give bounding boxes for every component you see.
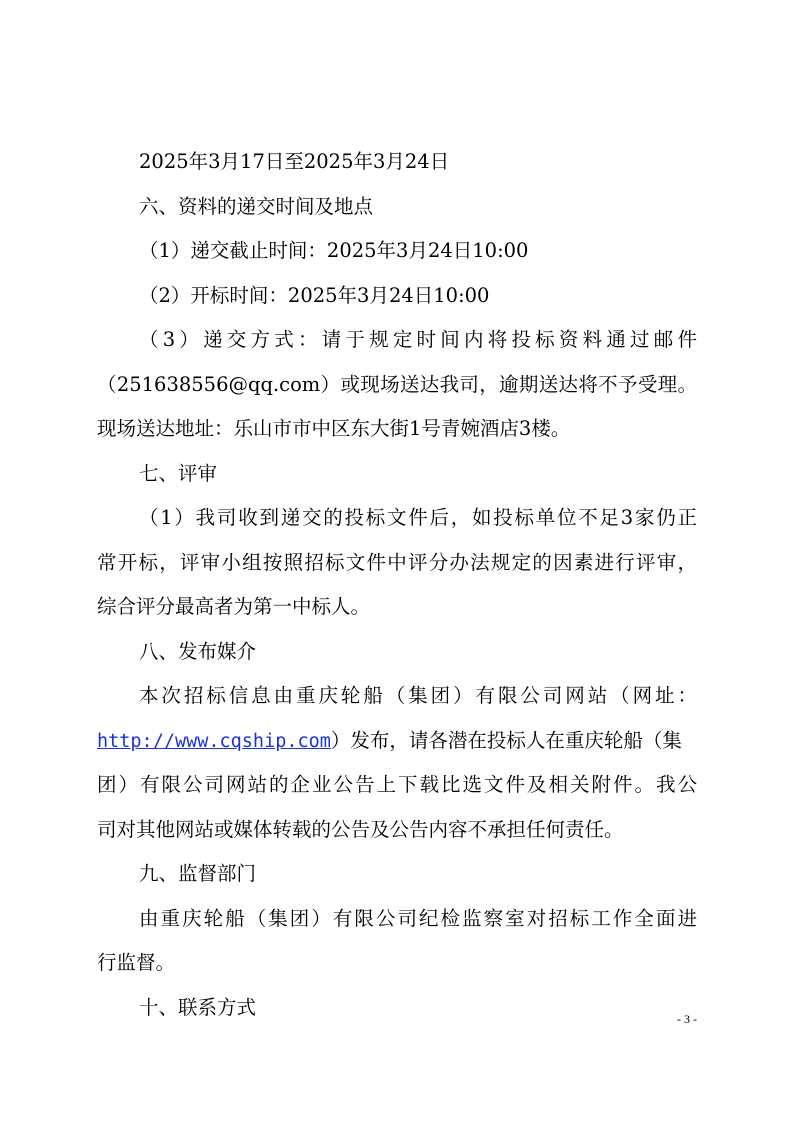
section7-line1: （1）我司收到递交的投标文件后，如投标单位不足3家仍正 (139, 506, 697, 529)
section6-item2: （2）开标时间：2025年3月24日10:00 (139, 283, 490, 307)
section8-line2-rest: ）发布，请各潜在投标人在重庆轮船（集 (330, 728, 682, 752)
section6-item1: （1）递交截止时间：2025年3月24日10:00 (139, 239, 529, 262)
section6-heading: 六、资料的递交时间及地点 (139, 194, 374, 218)
section6-item3-line3: 现场送达地址：乐山市市中区东大街1号青婉酒店3楼。 (97, 417, 571, 440)
page-number: - 3 - (677, 1012, 697, 1026)
section8-line2 (97, 719, 697, 764)
section9-line2: 行监督。 (97, 951, 176, 974)
section8-heading: 八、发布媒介 (139, 639, 257, 663)
bid-period-line: 2025年3月17日至2025年3月24日 (139, 150, 450, 173)
cqship-website-link[interactable]: http://www.cqship.com (97, 730, 331, 752)
section7-line3: 综合评分最高者为第一中标人。 (97, 595, 371, 618)
section7-line2: 常开标，评审小组按照招标文件中评分办法规定的因素进行评审， (97, 550, 697, 574)
section6-item3-line2: （251638556@qq.com）或现场送达我司，逾期送达将不予受理。 (97, 372, 697, 396)
section9-line1: 由重庆轮船（集团）有限公司纪检监察室对招标工作全面进 (139, 906, 697, 930)
section7-heading: 七、评审 (139, 461, 218, 485)
section9-heading: 九、监督部门 (139, 862, 257, 885)
section10-heading: 十、联系方式 (139, 995, 257, 1019)
section8-line1: 本次招标信息由重庆轮船（集团）有限公司网站（网址： (139, 684, 697, 707)
section8-line4: 司对其他网站或媒体转载的公告及公告内容不承担任何责任。 (97, 817, 624, 841)
section8-line3: 团）有限公司网站的企业公告上下载比选文件及相关附件。我公 (97, 773, 697, 796)
section6-item3-line1: （3）递交方式：请于规定时间内将投标资料通过邮件 (139, 328, 697, 351)
document-body (97, 140, 697, 1030)
